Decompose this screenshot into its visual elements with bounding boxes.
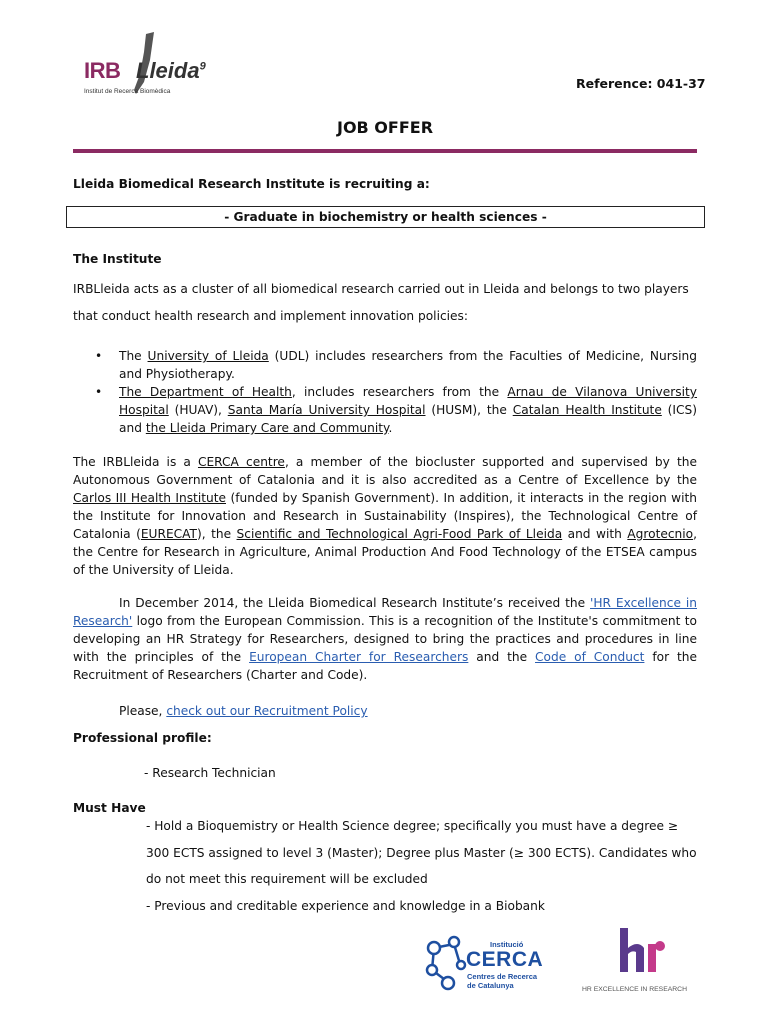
cerca-big: CERCA (466, 948, 544, 971)
link-agrifood-park[interactable]: Scientific and Technological Agri-Food Park of Lleida (236, 527, 563, 541)
position-box (66, 206, 705, 228)
must-have-heading: Must Have (73, 801, 146, 815)
link-arnau-hospital[interactable]: Arnau de Vilanova University Hospital (119, 385, 698, 417)
link-recruitment-policy[interactable]: check out our Recruitment Policy (166, 704, 368, 718)
institute-heading: The Institute (73, 252, 162, 266)
link-catalan-health-institute[interactable]: Catalan Health Institute (512, 403, 662, 417)
link-eurecat[interactable]: EURECAT (140, 527, 197, 541)
hr-paragraph: In December 2014, the Lleida Biomedical Research Institute’s received the 'HR Excellence in Research' logo from the European Commission. This is a recognition of the Institute's commitment to developing an HR Strategy for Researchers, designed to bring the practices and procedures in line with the principles of the European Charter for Researchers and the Code of Conduct for the Recruitment of Researchers (Charter and Code). (73, 596, 697, 682)
page-title: JOB OFFER (336, 118, 434, 137)
recruiting-text: Lleida Biomedical Research Institute is recruiting a: (73, 177, 430, 191)
hr-excellence-logo (582, 926, 692, 998)
link-agrotecnio[interactable]: Agrotecnio (627, 527, 694, 541)
hr-excellence-text: HR EXCELLENCE IN RESEARCH (582, 986, 687, 993)
link-university-of-lleida[interactable]: University of Lleida (147, 349, 269, 363)
institute-intro: IRBLleida acts as a cluster of all biomedical research carried out in Lleida and belongs to two players that conduct health research and implement innovation policies: (73, 282, 689, 323)
title-divider (73, 149, 697, 153)
must-have-line-1: - Hold a Bioquemistry or Health Science degree; specifically you must have a degree ≥ (146, 819, 679, 833)
profile-item: - Research Technician (144, 766, 276, 780)
list-item: • The University of Lleida (UDL) includes researchers from the Faculties of Medicine, Nursing and Physiotherapy. (95, 349, 697, 381)
link-code-of-conduct[interactable]: Code of Conduct (535, 650, 645, 664)
must-have-line-3: do not meet this requirement will be excluded (146, 872, 428, 886)
logo-subtitle: Institut de Recerca Biomèdica (84, 88, 171, 95)
position-title: - Graduate in biochemistry or health sciences - (224, 210, 547, 224)
list-item: • The Department of Health, includes researchers from the Arnau de Vilanova University Hospital (HUAV), Santa María University Hospital (HUSM), the Catalan Health Institute (ICS) and the Lleida Primary Care and Community. (95, 385, 698, 435)
link-carlos-iii[interactable]: Carlos III Health Institute (73, 491, 226, 505)
link-cerca-centre[interactable]: CERCA centre (197, 455, 285, 469)
cerca-paragraph: The IRBLleida is a CERCA centre, a member of the biocluster supported and supervised by the Autonomous Government of Catalonia and it is also accredited as a Centre of Excellence by the Carlos III Health Institute (funded by Spanish Government). In addition, it interacts in the region with the Institute for Innovation and Research in Sustainability (Inspires), the Technological Centre of Catalonia (EURECAT), the Scientific and Technological Agri-Food Park of Lleida and with Agrotecnio, the Centre for Research in Agriculture, Animal Production And Food Technology of the ETSEA campus of the University of Lleida. (73, 455, 697, 577)
logo-lleida: Lleida (136, 58, 200, 83)
cerca-small: Institució (490, 940, 524, 949)
link-santa-maria-hospital[interactable]: Santa María University Hospital (227, 403, 426, 417)
institute-list (73, 347, 697, 437)
cerca-logo (420, 930, 570, 992)
logo-irb: IRB (84, 58, 121, 83)
link-primary-care[interactable]: the Lleida Primary Care and Community (145, 421, 389, 435)
link-hr-excellence[interactable]: 'HR Excellence in Research' (73, 596, 697, 628)
link-department-of-health[interactable]: The Department of Health (119, 385, 292, 399)
cerca-line-2: de Catalunya (467, 981, 514, 990)
link-european-charter[interactable]: European Charter for Researchers (249, 650, 469, 664)
must-have-line-2: 300 ECTS assigned to level 3 (Master); Degree plus Master (≥ 300 ECTS). Candidates who (146, 846, 697, 860)
players-list (73, 347, 697, 437)
reference: Reference: 041-37 (576, 76, 706, 91)
irblleida-logo (84, 30, 204, 100)
profile-heading: Professional profile: (73, 731, 212, 745)
cerca-line-1: Centres de Recerca (467, 972, 538, 981)
hr-mark-icon (614, 926, 674, 978)
logo-sup: 9 (199, 60, 206, 73)
recruitment-policy-line: Please, check out our Recruitment Policy (119, 704, 368, 718)
must-have-line-4: - Previous and creditable experience and knowledge in a Biobank (146, 899, 545, 913)
